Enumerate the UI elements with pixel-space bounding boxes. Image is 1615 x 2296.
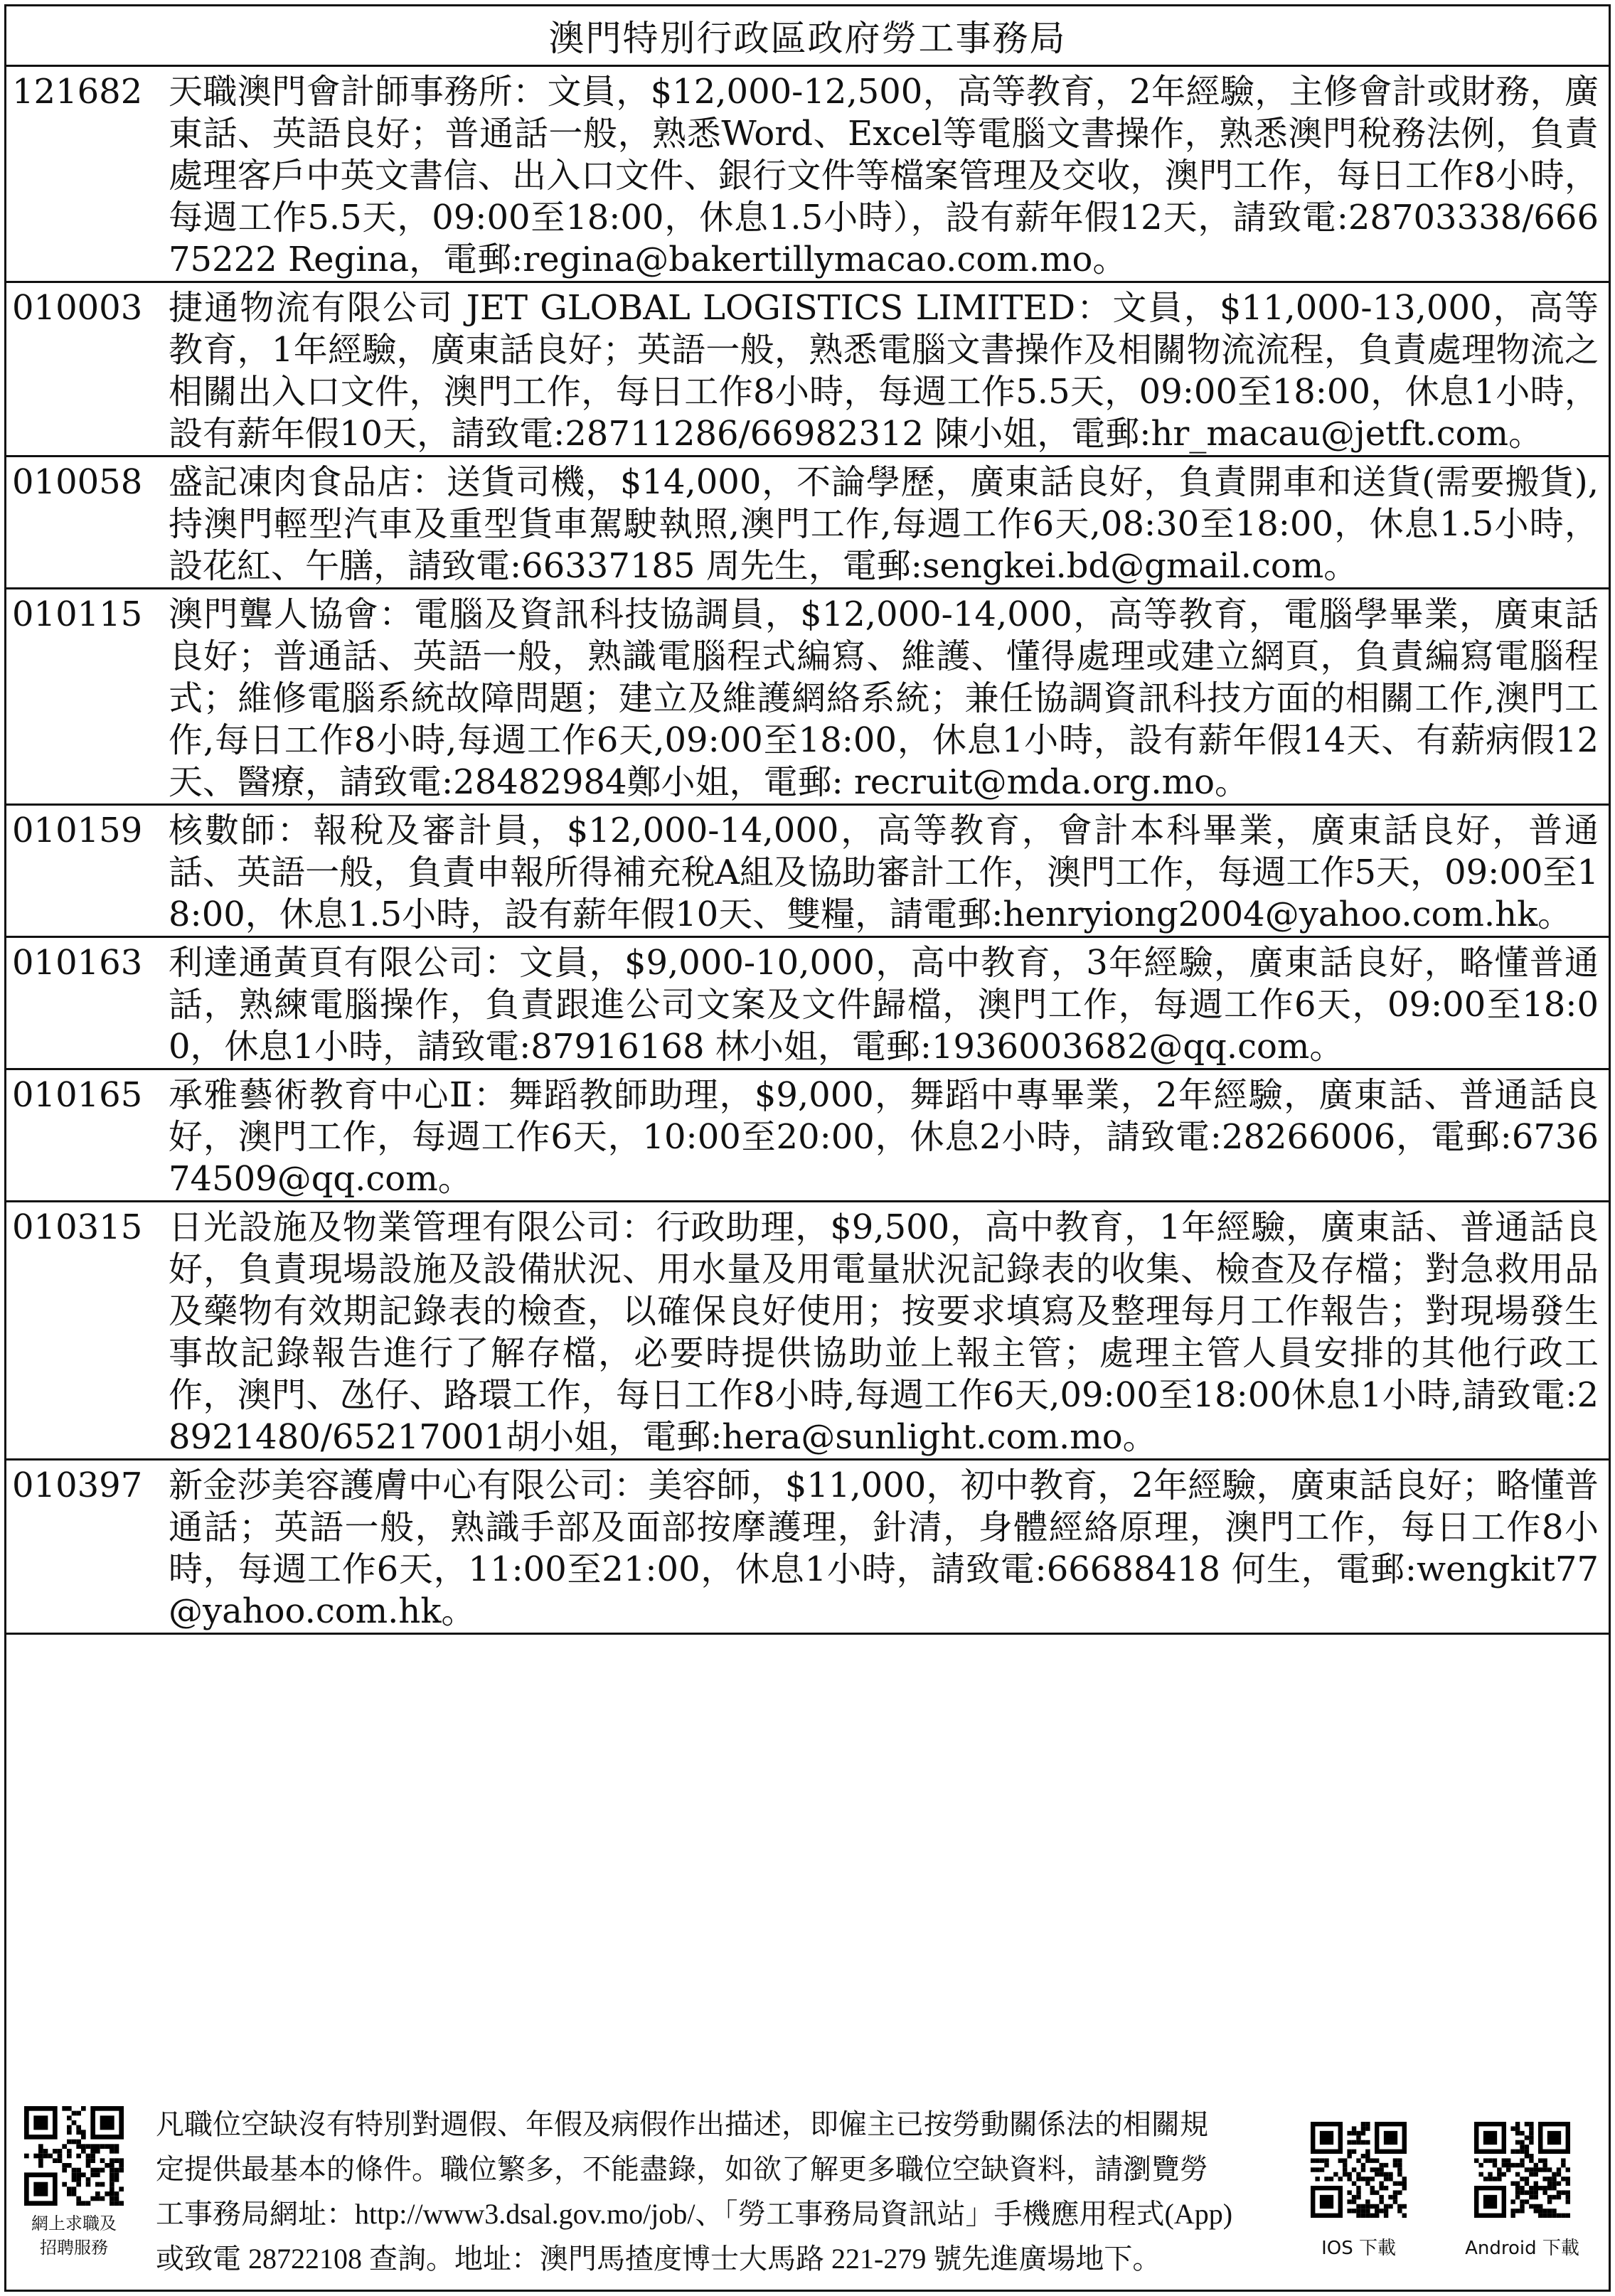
job-entry (6, 1461, 1609, 1635)
page-frame (4, 4, 1611, 2292)
job-id: 010315 (12, 1207, 143, 1247)
android-download-label: Android 下載 (1465, 2238, 1579, 2259)
notice-line: 定提供最基本的條件。職位繁多，不能盡錄，如欲了解更多職位空缺資料，請瀏覽勞 (156, 2153, 1208, 2185)
job-id: 010163 (12, 943, 143, 983)
job-entry (6, 589, 1609, 806)
job-entry (6, 1202, 1609, 1461)
ios-download-label: IOS 下載 (1321, 2238, 1396, 2259)
job-description: 利達通黃頁有限公司：文員，$9,000-10,000，高中教育，3年經驗，廣東話良好，略懂普通話，熟練電腦操作，負責跟進公司文案及文件歸檔，澳門工作，每週工作6天，09:00至18:00，休息1小時，請致電:87916168 林小姐，電郵:1936003682@qq.com。 (169, 943, 1599, 1067)
job-entry (6, 457, 1609, 589)
job-description: 天職澳門會計師事務所：文員，$12,000-12,500，高等教育，2年經驗，主修會計或財務，廣東話、英語良好；普通話一般，熟悉Word、Excel等電腦文書操作，熟悉澳門稅務法例，負責處理客戶中英文書信、出入口文件、銀行文件等檔案管理及交收，澳門工作，每日工作8小時，每週工作5.5天，09:00至18:00，休息1.5小時），設有薪年假12天，請致電:28703338/66675222 Regina，電郵:regina@bakertillymacao.com.mo。 (169, 72, 1599, 279)
qr-label-line-1: 網上求職及 (31, 2214, 117, 2233)
job-description: 新金莎美容護膚中心有限公司：美容師，$11,000，初中教育，2年經驗，廣東話良好；略懂普通話；英語一般，熟識手部及面部按摩護理，針清，身體經絡原理，澳門工作，每日工作8小時，每週工作6天，11:00至21:00，休息1小時，請致電:66688418 何生，電郵:wengkit77@yahoo.com.hk。 (169, 1465, 1599, 1631)
job-description: 承雅藝術教育中心Ⅱ：舞蹈教師助理，$9,000，舞蹈中專畢業，2年經驗，廣東話、普通話良好，澳門工作，每週工作6天，10:00至20:00，休息2小時，請致電:28266006，電郵:673674509@qq.com。 (169, 1075, 1599, 1199)
ios-qr-code-icon[interactable] (1311, 2122, 1407, 2218)
qr-label (31, 2211, 117, 2260)
job-description: 核數師：報稅及審計員，$12,000-14,000，高等教育，會計本科畢業，廣東話良好，普通話、英語一般，負責申報所得補充稅A組及協助審計工作，澳門工作，每週工作5天，09:00至18:00，休息1.5小時，設有薪年假10天、雙糧，請電郵:henryiong2004@yahoo.com.hk。 (169, 811, 1599, 934)
job-id: 010159 (12, 811, 143, 850)
footer (6, 2093, 1609, 2290)
job-entry (6, 283, 1609, 457)
job-description: 捷通物流有限公司 JET GLOBAL LOGISTICS LIMITED：文員，$11,000-13,000，高等教育，1年經驗，廣東話良好；英語一般，熟悉電腦文書操作及相關物流流程，負責處理物流之相關出入口文件，澳門工作，每日工作8小時，每週工作5.5天，09:00至18:00，休息1小時，設有薪年假10天，請致電:28711286/66982312 陳小姐，電郵:hr_macau@jetft.com。 (169, 288, 1599, 454)
qr-code-icon[interactable] (24, 2106, 124, 2206)
job-description: 日光設施及物業管理有限公司：行政助理，$9,500，高中教育，1年經驗，廣東話、普通話良好，負責現場設施及設備狀況、用水量及用電量狀況記錄表的收集、檢查及存檔；對急救用品及藥物有效期記錄表的檢查，以確保良好使用；按要求填寫及整理每月工作報告；對現場發生事故記錄報告進行了解存檔，必要時提供協助並上報主管；處理主管人員安排的其他行政工作，澳門、氹仔、路環工作，每日工作8小時,每週工作6天,09:00至18:00休息1小時,請致電:28921480/65217001胡小姐，電郵:hera@sunlight.com.mo。 (169, 1207, 1599, 1457)
android-download[interactable] (1465, 2122, 1579, 2290)
job-list (6, 67, 1609, 1635)
job-description: 盛記凍肉食品店：送貨司機，$14,000，不論學歷，廣東話良好，負責開車和送貨(需要搬貨),持澳門輕型汽車及重型貨車駕駛執照,澳門工作,每週工作6天,08:30至18:00，休息1.5小時，設花紅、午膳，請致電:66337185 周先生，電郵:sengkei.bd@gmail.com。 (169, 462, 1599, 586)
job-entry (6, 1070, 1609, 1202)
job-id: 010058 (12, 462, 143, 502)
online-service-qr-block (6, 2093, 142, 2290)
qr-label-line-2: 招聘服務 (40, 2238, 108, 2258)
job-id: 010003 (12, 288, 143, 328)
footer-notice (142, 2093, 1281, 2290)
notice-line: 或致電 28722108 查詢。地址：澳門馬揸度博士大馬路 221-279 號先進廣場地下。 (156, 2243, 1161, 2275)
notice-line: 凡職位空缺沒有特別對週假、年假及病假作出描述，即僱主已按勞動關係法的相關規 (156, 2108, 1208, 2140)
page-title: 澳門特別行政區政府勞工事務局 (6, 6, 1609, 67)
job-entry (6, 806, 1609, 938)
job-id: 121682 (12, 72, 143, 112)
job-entry (6, 67, 1609, 283)
job-id: 010115 (12, 594, 143, 634)
job-description: 澳門聾人協會：電腦及資訊科技協調員，$12,000-14,000，高等教育，電腦學畢業，廣東話良好；普通話、英語一般，熟識電腦程式編寫、維護、懂得處理或建立網頁，負責編寫電腦程式；維修電腦系統故障問題；建立及維護網絡系統；兼任協調資訊科技方面的相關工作,澳門工作,每日工作8小時,每週工作6天,09:00至18:00，休息1小時，設有薪年假14天、有薪病假12天、醫療，請致電:28482984鄭小姐，電郵: recruit@mda.org.mo。 (169, 594, 1599, 802)
notice-line: 工事務局網址：http://www3.dsal.gov.mo/job/、「勞工事務局資訊站」手機應用程式(App) (156, 2198, 1233, 2230)
job-id: 010397 (12, 1465, 143, 1505)
ios-download[interactable] (1311, 2122, 1407, 2290)
app-download-qrs (1281, 2093, 1609, 2290)
android-qr-code-icon[interactable] (1474, 2122, 1570, 2218)
job-entry (6, 938, 1609, 1070)
job-id: 010165 (12, 1075, 143, 1115)
